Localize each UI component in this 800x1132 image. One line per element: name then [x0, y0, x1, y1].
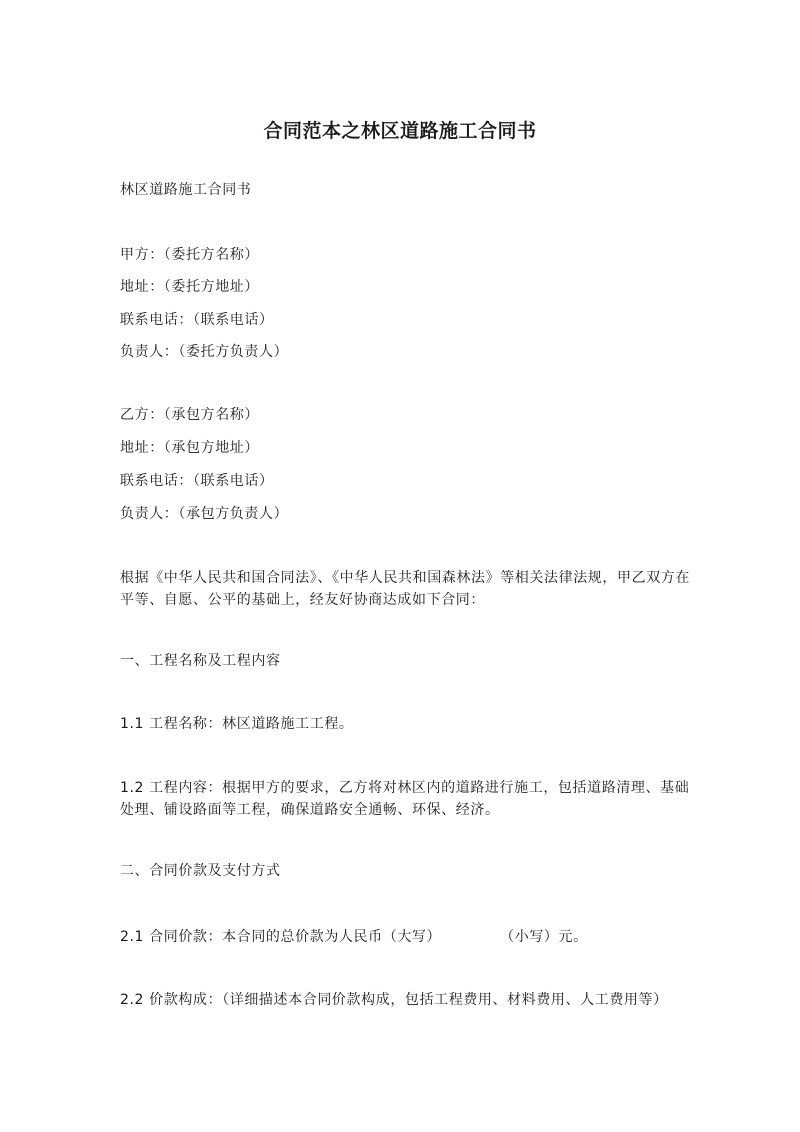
section-1-heading: 一、工程名称及工程内容 — [120, 653, 281, 669]
party-b-phone: 联系电话：（联系电话） — [120, 473, 274, 489]
party-a-person: 负责人：（委托方负责人） — [120, 344, 289, 360]
section-2-item-2: 2.2 价款构成：（详细描述本合同价款构成，包括工程费用、材料费用、人工费用等） — [120, 992, 668, 1008]
party-b-address: 地址：（承包方地址） — [120, 440, 259, 456]
party-a-address: 地址：（委托方地址） — [120, 279, 259, 295]
preamble-paragraph: 根据《中华人民共和国合同法》、《中华人民共和国森林法》等相关法律法规，甲乙双方在平等、自愿、公平的基础上，经友好协商达成如下合同： — [120, 570, 690, 608]
document-title: 合同范本之林区道路施工合同书 — [263, 120, 537, 142]
party-a-phone: 联系电话：（联系电话） — [120, 312, 274, 328]
document-subtitle: 林区道路施工合同书 — [120, 182, 252, 198]
section-2-item-1: 2.1 合同价款：本合同的总价款为人民币（大写） （小写）元。 — [120, 929, 588, 945]
party-b-person: 负责人：（承包方负责人） — [120, 506, 289, 522]
section-1-item-1: 1.1 工程名称：林区道路施工工程。 — [120, 716, 354, 732]
section-1-item-2: 1.2 工程内容：根据甲方的要求，乙方将对林区内的道路进行施工，包括道路清理、基础处理、铺设路面等工程，确保道路安全通畅、环保、经济。 — [120, 780, 690, 818]
party-a-name: 甲方：（委托方名称） — [120, 247, 259, 263]
party-b-name: 乙方：（承包方名称） — [120, 407, 259, 423]
section-2-heading: 二、合同价款及支付方式 — [120, 863, 281, 879]
